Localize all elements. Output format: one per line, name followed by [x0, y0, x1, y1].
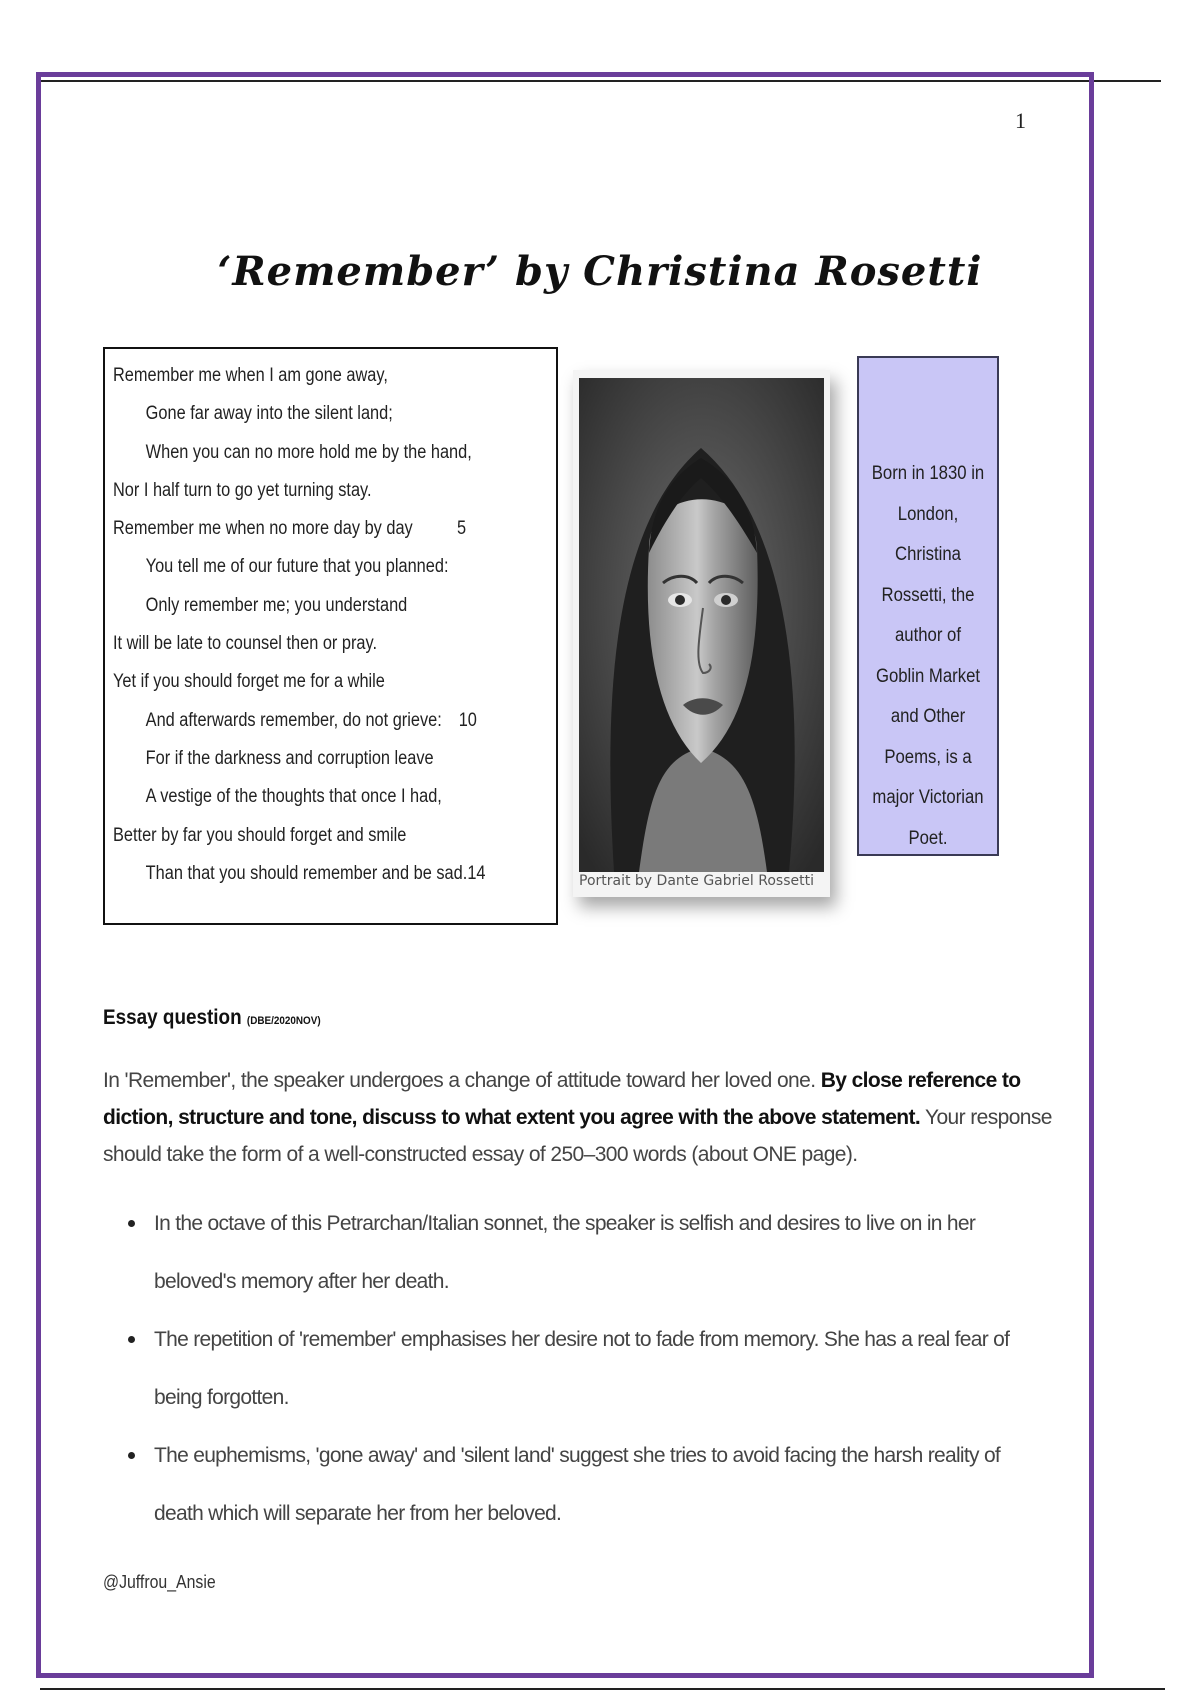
essay-heading — [103, 1006, 321, 1030]
poem-line-text: Nor I half turn to go yet turning stay. — [113, 479, 372, 501]
portrait-image — [579, 378, 824, 872]
poem-line-text: Than that you should remember and be sad. — [145, 862, 468, 884]
poem-line — [113, 817, 489, 855]
essay-requirement: Your response should take the form of a well-constructed essay of 250–300 words (about ONE page). — [103, 1106, 1052, 1166]
poem-line-text: Gone far away into the silent land; — [145, 403, 393, 425]
poem-line — [113, 663, 489, 701]
essay-code: (DBE/2020NOV) — [246, 1015, 321, 1027]
author-handle: @Juffrou_Ansie — [103, 1572, 216, 1592]
essay-bullet-list — [128, 1195, 1048, 1543]
poem-line-text: Only remember me; you understand — [145, 594, 408, 616]
bullet-text: The euphemisms, 'gone away' and 'silent land' suggest she tries to avoid facing the harsh reality of death which will separate her from her beloved. — [154, 1444, 1001, 1525]
poem-line-text: Remember me when no more day by day — [113, 518, 413, 540]
bio-text: Born in 1830 in London, Christina Rossetti, the author of Goblin Market and Other Poems, is a major Victorian Poet. — [871, 463, 985, 849]
poem-line — [113, 740, 489, 778]
poem-line — [113, 510, 489, 548]
page-number: 1 — [1015, 108, 1026, 133]
poem-line-text: You tell me of our future that you planned: — [145, 556, 449, 578]
bullet-icon — [128, 1220, 135, 1227]
poem-line-text: When you can no more hold me by the hand, — [145, 441, 472, 463]
portrait-caption: Portrait by Dante Gabriel Rossetti — [579, 873, 814, 889]
line-number: 5 — [457, 518, 467, 540]
poem-line — [113, 587, 489, 625]
list-item — [128, 1195, 1048, 1311]
poem-line-text: Better by far you should forget and smile — [113, 824, 407, 846]
poem-line-text: For if the darkness and corruption leave — [145, 747, 434, 769]
essay-intro: In 'Remember', the speaker undergoes a change of attitude toward her loved one. — [103, 1069, 816, 1092]
poem-line — [113, 625, 489, 663]
list-item — [128, 1311, 1048, 1427]
essay-question-text — [103, 1062, 1063, 1173]
poem-line-text: Yet if you should forget me for a while — [113, 671, 385, 693]
line-number: 14 — [467, 862, 486, 884]
poem-box — [103, 347, 558, 925]
poem-line — [113, 357, 489, 395]
essay-heading-label: Essay question — [103, 1006, 242, 1029]
line-number: 10 — [458, 709, 477, 731]
list-item — [128, 1427, 1048, 1543]
bullet-text: In the octave of this Petrarchan/Italian sonnet, the speaker is selfish and desires to live on in her beloved's memory after her death. — [154, 1212, 976, 1293]
portrait-card — [573, 370, 830, 897]
poem-line — [113, 855, 489, 893]
poem-line-text: It will be late to counsel then or pray. — [113, 633, 378, 655]
poem-line-text: A vestige of the thoughts that once I had, — [145, 786, 442, 808]
poem-line — [113, 472, 489, 510]
poem-line — [113, 395, 489, 433]
poem-line-text: Remember me when I am gone away, — [113, 365, 388, 386]
document-title: ‘Remember’ by Christina Rosetti — [217, 248, 983, 295]
bottom-rule — [40, 1688, 1165, 1690]
poem-line-text: And afterwards remember, do not grieve: — [145, 709, 442, 731]
poem-line — [113, 778, 489, 816]
essay-instruction: By close reference to diction, structure and tone, discuss to what extent you agree with the above statement. — [103, 1069, 1021, 1129]
poem-line — [113, 548, 489, 586]
poem-line — [113, 702, 489, 740]
bullet-icon — [128, 1336, 135, 1343]
portrait-drawing — [579, 378, 824, 872]
bullet-text: The repetition of 'remember' emphasises her desire not to fade from memory. She has a real fear of being forgotten. — [154, 1328, 1010, 1409]
poem-line — [113, 434, 489, 472]
bio-box — [857, 356, 999, 856]
bullet-icon — [128, 1452, 135, 1459]
